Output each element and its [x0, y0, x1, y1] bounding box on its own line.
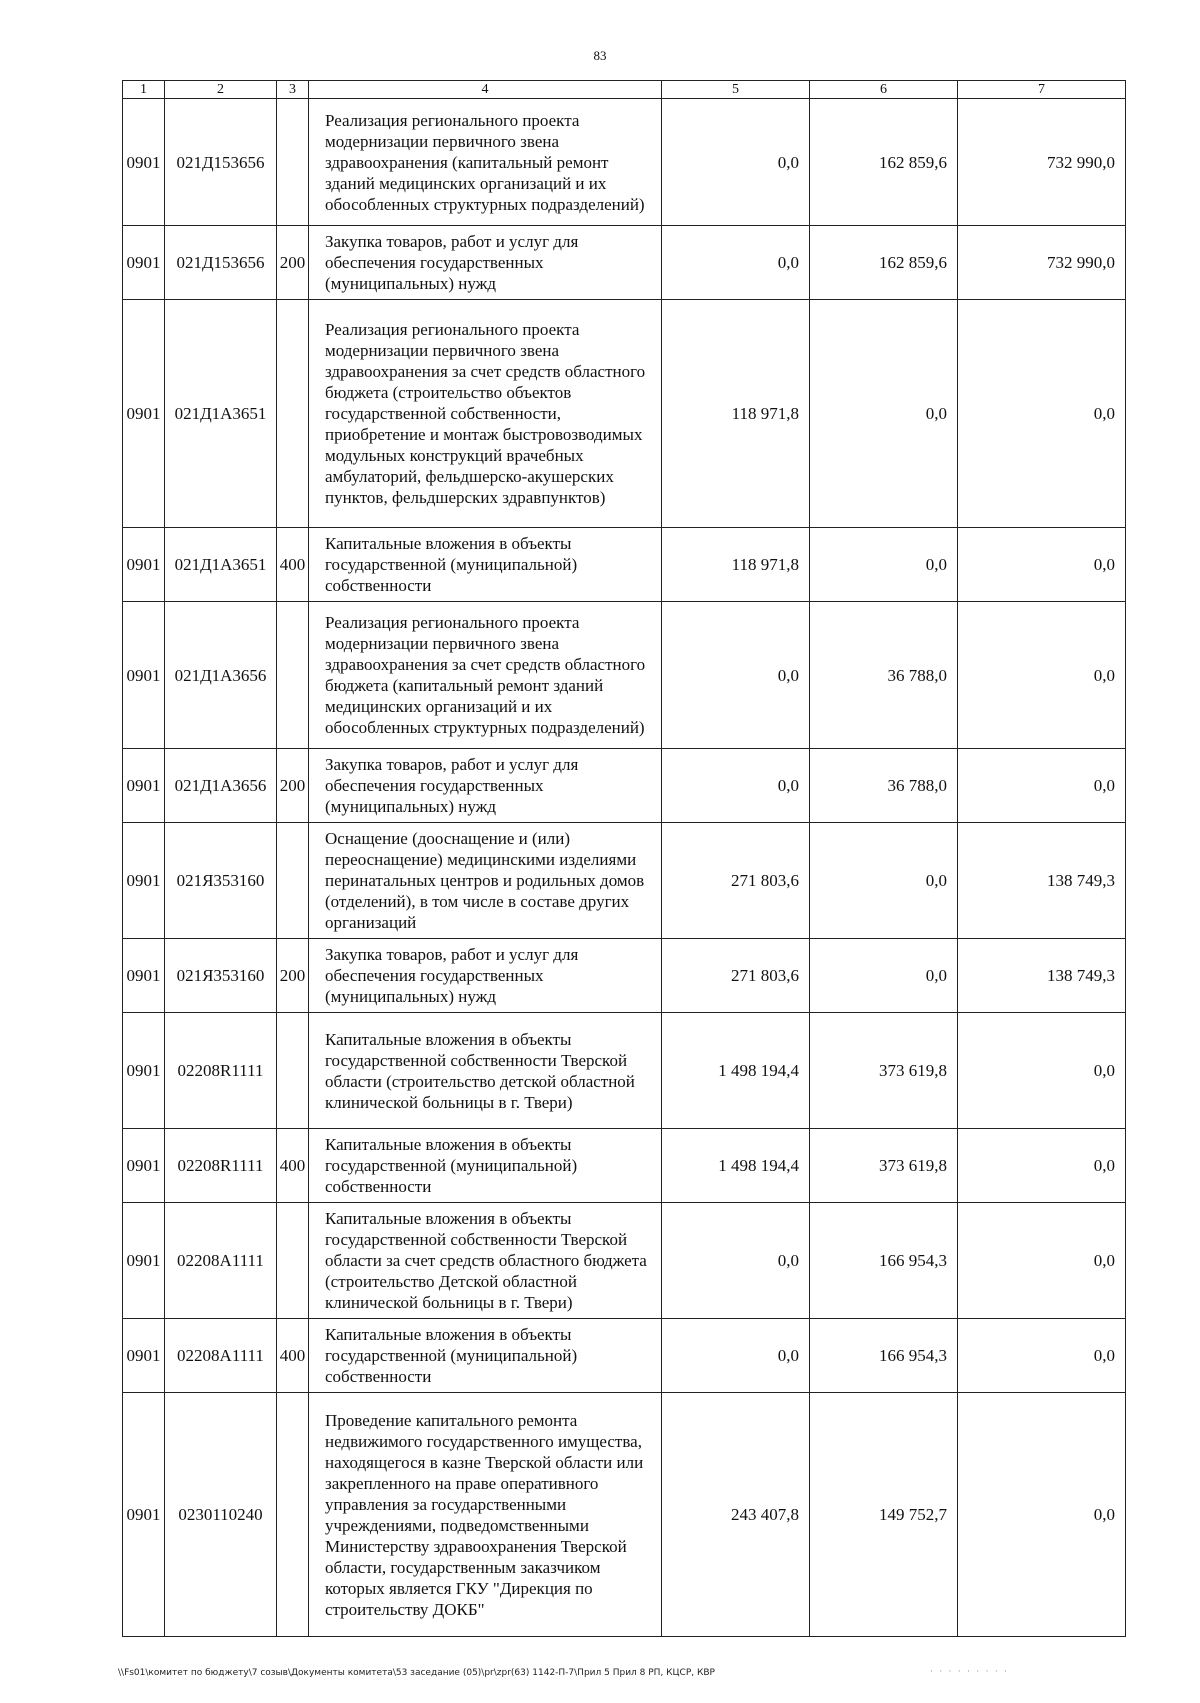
amount-col7-cell: 0,0	[958, 300, 1126, 528]
target-article-cell: 021Д153656	[165, 226, 277, 300]
item-name-cell: Закупка товаров, работ и услуг для обеспечения государственных (муниципальных) нужд	[309, 939, 662, 1013]
expense-kind-cell: 200	[277, 226, 309, 300]
section-code-cell: 0901	[123, 1393, 165, 1637]
table-row	[123, 1203, 1126, 1319]
column-header: 6	[810, 81, 958, 99]
amount-col5-cell: 0,0	[662, 1319, 810, 1393]
amount-col5-cell: 0,0	[662, 1203, 810, 1319]
table-row	[123, 1129, 1126, 1203]
target-article-cell: 021Д153656	[165, 99, 277, 226]
item-name-cell: Закупка товаров, работ и услуг для обеспечения государственных (муниципальных) нужд	[309, 749, 662, 823]
amount-col6-cell: 0,0	[810, 939, 958, 1013]
expense-kind-cell	[277, 99, 309, 226]
amount-col5-cell: 243 407,8	[662, 1393, 810, 1637]
expense-kind-cell	[277, 1013, 309, 1129]
expense-kind-cell	[277, 1203, 309, 1319]
amount-col7-cell: 138 749,3	[958, 823, 1126, 939]
amount-col7-cell: 0,0	[958, 528, 1126, 602]
amount-col6-cell: 373 619,8	[810, 1129, 958, 1203]
amount-col7-cell: 0,0	[958, 749, 1126, 823]
target-article-cell: 021Я353160	[165, 939, 277, 1013]
section-code-cell: 0901	[123, 300, 165, 528]
item-name-cell: Проведение капитального ремонта недвижимого государственного имущества, находящегося в казне Тверской области или закрепленного на праве оперативного управления за государственными учреждениями, подведомственными Министерству здравоохранения Тверской области, государственным заказчиком которых является ГКУ "Дирекция по строительству ДОКБ"	[309, 1393, 662, 1637]
target-article-cell: 021Я353160	[165, 823, 277, 939]
item-name-cell: Капитальные вложения в объекты государственной (муниципальной) собственности	[309, 1319, 662, 1393]
table-row	[123, 1393, 1126, 1637]
column-header: 1	[123, 81, 165, 99]
amount-col7-cell: 0,0	[958, 1393, 1126, 1637]
expense-kind-cell: 400	[277, 1319, 309, 1393]
item-name-cell: Реализация регионального проекта модернизации первичного звена здравоохранения за счет средств областного бюджета (строительство объектов государственной собственности, приобретение и монтаж быстровозводимых модульных конструкций врачебных амбулаторий, фельдшерско-акушерских пунктов, фельдшерских здравпунктов)	[309, 300, 662, 528]
table-row	[123, 528, 1126, 602]
section-code-cell: 0901	[123, 1319, 165, 1393]
table-row	[123, 823, 1126, 939]
target-article-cell: 021Д1А3656	[165, 749, 277, 823]
amount-col5-cell: 0,0	[662, 226, 810, 300]
expense-kind-cell	[277, 602, 309, 749]
table-row	[123, 99, 1126, 226]
section-code-cell: 0901	[123, 749, 165, 823]
amount-col5-cell: 271 803,6	[662, 823, 810, 939]
page-number: 83	[593, 48, 607, 63]
expense-kind-cell: 200	[277, 939, 309, 1013]
item-name-cell: Капитальные вложения в объекты государственной (муниципальной) собственности	[309, 1129, 662, 1203]
section-code-cell: 0901	[123, 1013, 165, 1129]
expense-kind-cell	[277, 300, 309, 528]
item-name-cell: Закупка товаров, работ и услуг для обеспечения государственных (муниципальных) нужд	[309, 226, 662, 300]
table-row	[123, 939, 1126, 1013]
target-article-cell: 02208R1111	[165, 1013, 277, 1129]
expense-kind-cell: 400	[277, 528, 309, 602]
target-article-cell: 02208A1111	[165, 1319, 277, 1393]
amount-col6-cell: 162 859,6	[810, 99, 958, 226]
amount-col6-cell: 36 788,0	[810, 749, 958, 823]
section-code-cell: 0901	[123, 823, 165, 939]
column-header: 3	[277, 81, 309, 99]
table-row	[123, 1013, 1126, 1129]
expense-kind-cell: 400	[277, 1129, 309, 1203]
item-name-cell: Оснащение (дооснащение и (или) переоснащение) медицинскими изделиями перинатальных центров и родильных домов (отделений), в том числе в составе других организаций	[309, 823, 662, 939]
column-header: 2	[165, 81, 277, 99]
target-article-cell: 021Д1А3656	[165, 602, 277, 749]
amount-col7-cell: 732 990,0	[958, 226, 1126, 300]
amount-col5-cell: 118 971,8	[662, 528, 810, 602]
amount-col6-cell: 36 788,0	[810, 602, 958, 749]
amount-col5-cell: 0,0	[662, 602, 810, 749]
amount-col6-cell: 162 859,6	[810, 226, 958, 300]
expense-kind-cell	[277, 1393, 309, 1637]
table-row	[123, 226, 1126, 300]
table-row	[123, 749, 1126, 823]
amount-col7-cell: 0,0	[958, 1129, 1126, 1203]
amount-col5-cell: 271 803,6	[662, 939, 810, 1013]
amount-col5-cell: 1 498 194,4	[662, 1013, 810, 1129]
amount-col6-cell: 0,0	[810, 823, 958, 939]
budget-table	[122, 80, 1126, 1637]
amount-col7-cell: 0,0	[958, 1319, 1126, 1393]
amount-col6-cell: 0,0	[810, 528, 958, 602]
amount-col5-cell: 118 971,8	[662, 300, 810, 528]
amount-col5-cell: 0,0	[662, 749, 810, 823]
amount-col6-cell: 0,0	[810, 300, 958, 528]
amount-col7-cell: 0,0	[958, 1013, 1126, 1129]
footer-file-path: \\Fs01\комитет по бюджету\7 созыв\Документы комитета\53 заседание (05)\pr\zpr(63) 1142-П-7\Прил 5 Прил 8 РП, КЦСР, КВР	[118, 1668, 715, 1678]
amount-col6-cell: 166 954,3	[810, 1319, 958, 1393]
amount-col7-cell: 0,0	[958, 602, 1126, 749]
column-header: 7	[958, 81, 1126, 99]
section-code-cell: 0901	[123, 602, 165, 749]
target-article-cell: 021Д1А3651	[165, 528, 277, 602]
section-code-cell: 0901	[123, 1203, 165, 1319]
scan-artifact: · · · · · · · · ·	[930, 1666, 1009, 1676]
column-header: 4	[309, 81, 662, 99]
amount-col6-cell: 166 954,3	[810, 1203, 958, 1319]
target-article-cell: 021Д1А3651	[165, 300, 277, 528]
amount-col7-cell: 0,0	[958, 1203, 1126, 1319]
section-code-cell: 0901	[123, 528, 165, 602]
section-code-cell: 0901	[123, 226, 165, 300]
table-row	[123, 300, 1126, 528]
section-code-cell: 0901	[123, 939, 165, 1013]
item-name-cell: Капитальные вложения в объекты государственной собственности Тверской области (строительство детской областной клинической больницы в г. Твери)	[309, 1013, 662, 1129]
amount-col5-cell: 1 498 194,4	[662, 1129, 810, 1203]
amount-col6-cell: 373 619,8	[810, 1013, 958, 1129]
section-code-cell: 0901	[123, 1129, 165, 1203]
table-header-row	[123, 81, 1126, 99]
amount-col7-cell: 732 990,0	[958, 99, 1126, 226]
item-name-cell: Капитальные вложения в объекты государственной (муниципальной) собственности	[309, 528, 662, 602]
column-header: 5	[662, 81, 810, 99]
item-name-cell: Реализация регионального проекта модернизации первичного звена здравоохранения (капитальный ремонт зданий медицинских организаций и их обособленных структурных подразделений)	[309, 99, 662, 226]
item-name-cell: Реализация регионального проекта модернизации первичного звена здравоохранения за счет средств областного бюджета (капитальный ремонт зданий медицинских организаций и их обособленных структурных подразделений)	[309, 602, 662, 749]
amount-col6-cell: 149 752,7	[810, 1393, 958, 1637]
amount-col7-cell: 138 749,3	[958, 939, 1126, 1013]
amount-col5-cell: 0,0	[662, 99, 810, 226]
table-row	[123, 1319, 1126, 1393]
expense-kind-cell	[277, 823, 309, 939]
target-article-cell: 02208A1111	[165, 1203, 277, 1319]
expense-kind-cell: 200	[277, 749, 309, 823]
target-article-cell: 0230110240	[165, 1393, 277, 1637]
item-name-cell: Капитальные вложения в объекты государственной собственности Тверской области за счет средств областного бюджета (строительство Детской областной клинической больницы в г. Твери)	[309, 1203, 662, 1319]
section-code-cell: 0901	[123, 99, 165, 226]
table-row	[123, 602, 1126, 749]
target-article-cell: 02208R1111	[165, 1129, 277, 1203]
